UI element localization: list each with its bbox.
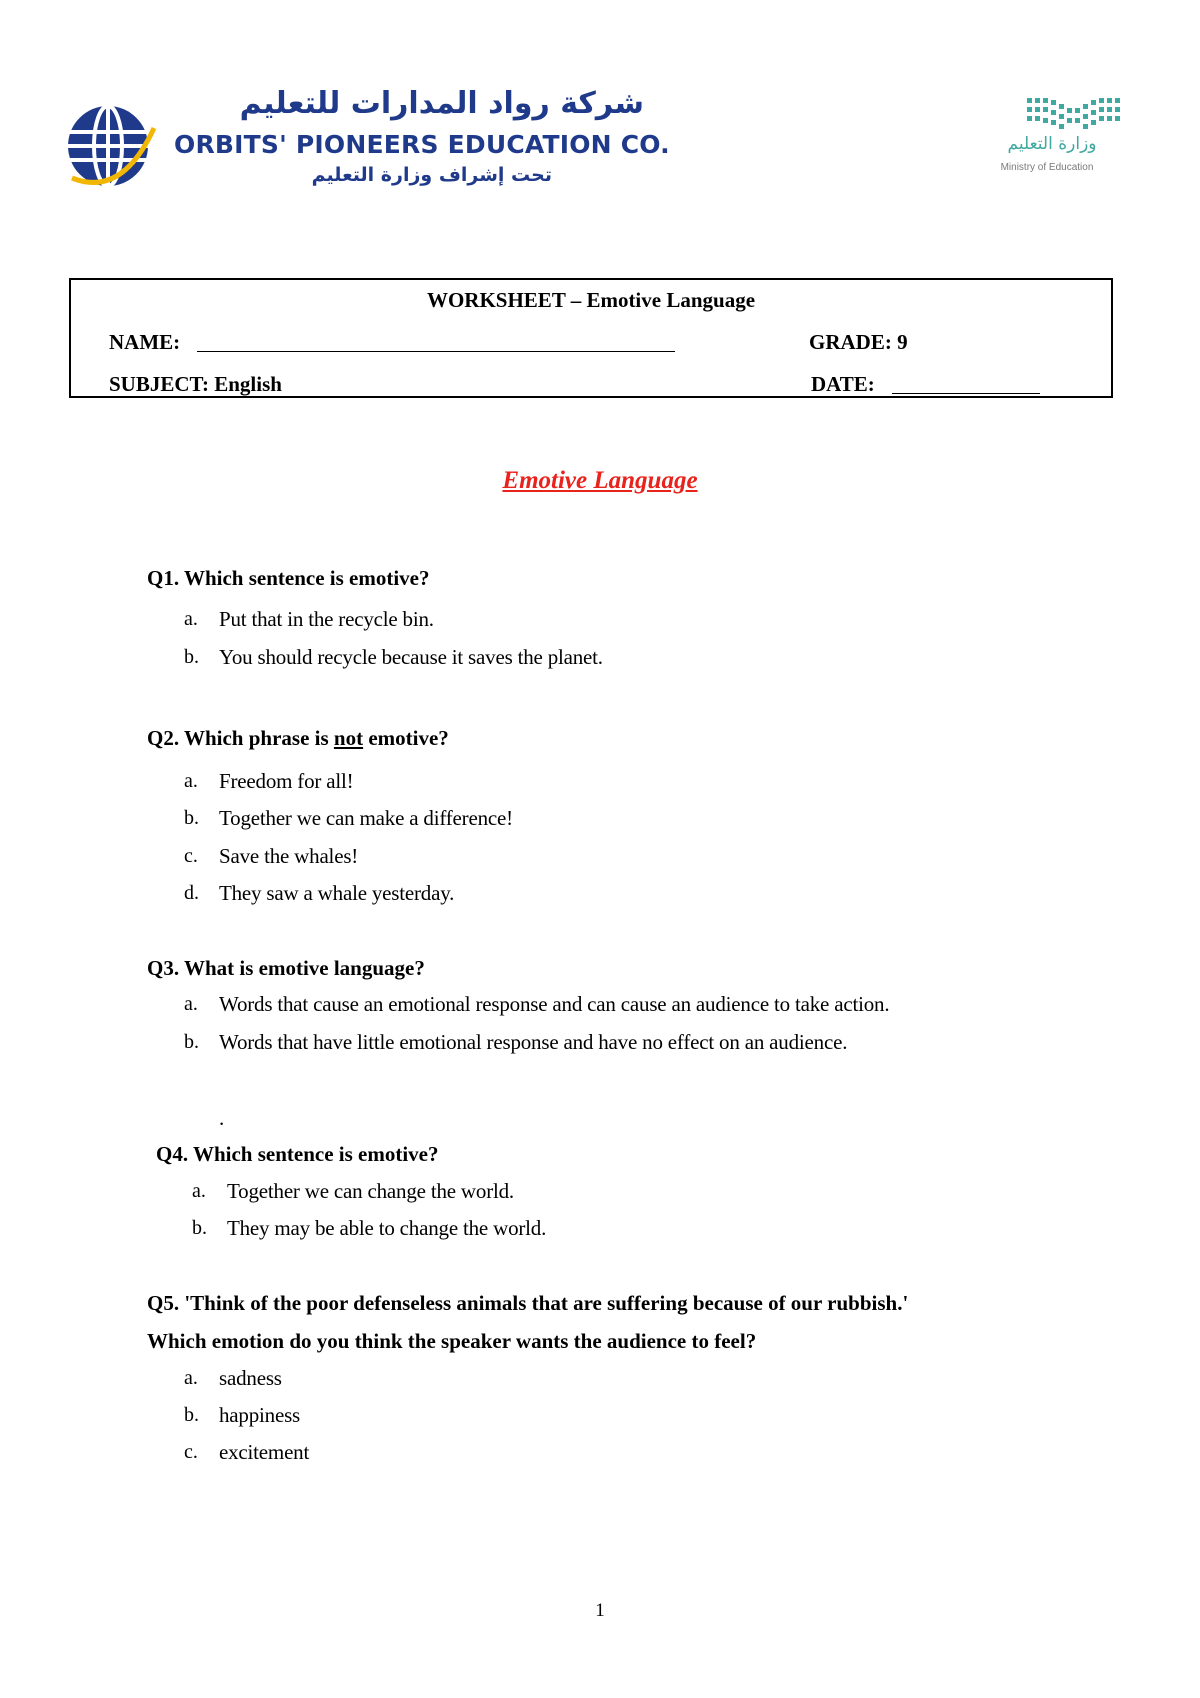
q5-option-c-text: excitement: [219, 1440, 310, 1464]
q4-option-a-letter: a.: [192, 1180, 206, 1202]
question-2-part1: Q2. Which phrase is: [147, 726, 334, 750]
q1-option-a-text: Put that in the recycle bin.: [219, 607, 434, 631]
globe-icon: [62, 98, 158, 194]
org-subtitle-arabic: تحت إشراف وزارة التعليم: [311, 164, 552, 186]
q2-option-d-text: They saw a whale yesterday.: [219, 881, 455, 905]
q4-option-a-text: Together we can change the world.: [227, 1179, 514, 1203]
org-name-english: ORBITS' PIONEERS EDUCATION CO.: [174, 130, 670, 159]
question-2-emphasis: not: [333, 726, 364, 750]
worksheet-info-box: [69, 278, 1113, 398]
q2-option-d-letter: d.: [184, 882, 199, 904]
ministry-name-arabic: وزارة التعليم: [1007, 134, 1097, 154]
q2-option-c-letter: c.: [184, 845, 198, 867]
q2-option-b-text: Together we can make a difference!: [219, 806, 513, 830]
date-field-line[interactable]: [892, 393, 1040, 394]
date-label: DATE:: [811, 372, 875, 396]
ministry-dots-icon: [1027, 96, 1127, 132]
page-number: 1: [595, 1600, 605, 1621]
q1-option-a-letter: a.: [184, 608, 198, 630]
q5-option-c-letter: c.: [184, 1441, 198, 1463]
q3-option-a-text: Words that cause an emotional response and can cause an audience to take action.: [219, 992, 890, 1016]
name-field-line[interactable]: [197, 351, 675, 352]
question-1: Q1. Which sentence is emotive?: [147, 566, 430, 590]
question-3: Q3. What is emotive language?: [147, 956, 425, 980]
q4-option-b-text: They may be able to change the world.: [227, 1216, 547, 1240]
q3-option-b-letter: b.: [184, 1031, 199, 1053]
q1-option-b-letter: b.: [184, 646, 199, 668]
q3-option-a-letter: a.: [184, 993, 198, 1015]
orbits-logo: [62, 86, 670, 196]
subject-label: SUBJECT: English: [109, 372, 282, 396]
q5-option-b-text: happiness: [219, 1403, 301, 1427]
q1-option-b-text: You should recycle because it saves the planet.: [219, 645, 603, 669]
q5-option-a-letter: a.: [184, 1367, 198, 1389]
main-title: Emotive Language: [502, 467, 698, 494]
question-5: Q5. 'Think of the poor defenseless animals that are suffering because of our rubbish.': [147, 1291, 909, 1315]
question-2: [147, 726, 449, 751]
name-label: NAME:: [109, 330, 181, 354]
q3-option-b-text: Words that have little emotional response and have no effect on an audience.: [219, 1030, 848, 1054]
q5-option-b-letter: b.: [184, 1404, 199, 1426]
q2-option-a-letter: a.: [184, 770, 198, 792]
ministry-name-english: Ministry of Education: [1000, 162, 1094, 173]
question-4: Q4. Which sentence is emotive?: [156, 1142, 439, 1166]
worksheet-title: WORKSHEET – Emotive Language: [426, 288, 756, 312]
q2-option-a-text: Freedom for all!: [219, 769, 354, 793]
q2-option-b-letter: b.: [184, 807, 199, 829]
question-2-part2: emotive?: [363, 726, 449, 750]
question-5-line2: Which emotion do you think the speaker wants the audience to feel?: [147, 1329, 757, 1353]
q3-trailing-mark: .: [219, 1106, 225, 1130]
q5-option-a-text: sadness: [219, 1366, 282, 1390]
q4-option-b-letter: b.: [192, 1217, 207, 1239]
q2-option-c-text: Save the whales!: [219, 844, 359, 868]
org-name-arabic: شركة رواد المدارات للتعليم: [239, 86, 644, 121]
grade-label: GRADE: 9: [809, 330, 908, 354]
ministry-logo: [982, 86, 1132, 186]
